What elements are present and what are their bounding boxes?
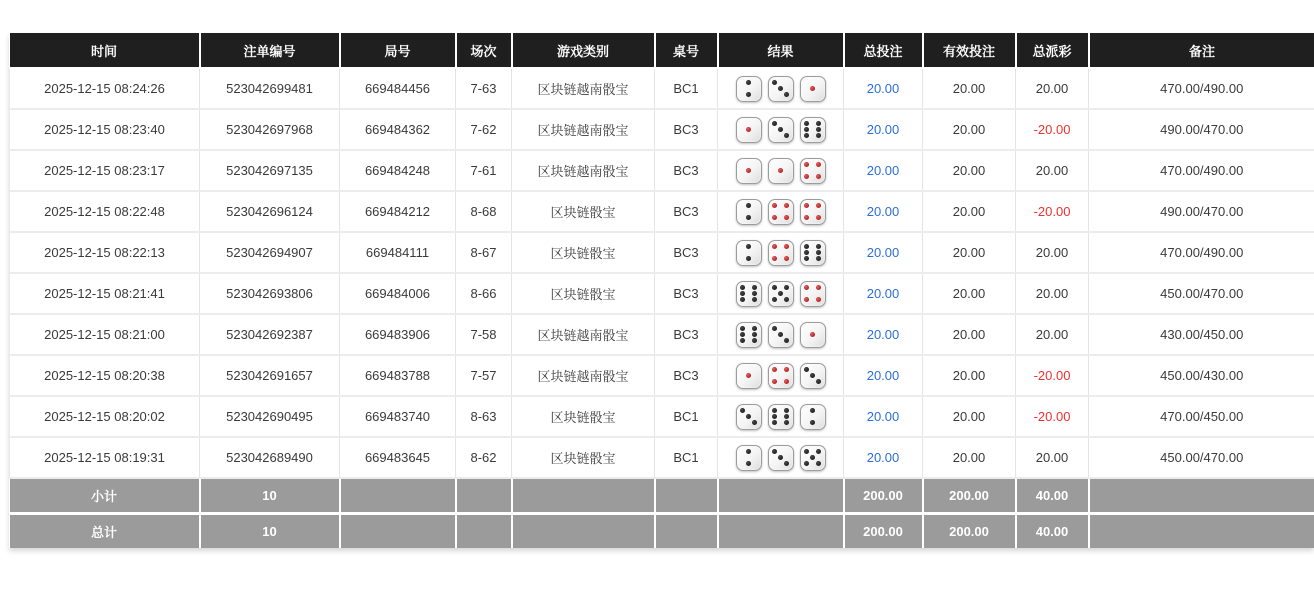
result-cell <box>718 232 844 273</box>
round-id-cell: 669484212 <box>340 191 456 232</box>
summary-empty-cell <box>340 478 456 514</box>
session-cell: 8-66 <box>456 273 512 314</box>
remark-cell: 490.00/470.00 <box>1089 109 1314 150</box>
payout-cell: 20.00 <box>1016 273 1089 314</box>
bet-id-cell: 523042692387 <box>200 314 340 355</box>
time-cell: 2025-12-15 08:23:40 <box>10 109 200 150</box>
die-3-icon <box>768 322 794 348</box>
remark-cell: 430.00/450.00 <box>1089 314 1314 355</box>
game-type-cell: 区块链越南骰宝 <box>512 109 655 150</box>
die-1-icon <box>768 158 794 184</box>
summary-total-bet-cell: 200.00 <box>844 514 923 549</box>
summary-payout-cell: 40.00 <box>1016 514 1089 549</box>
column-header-remark: 备注 <box>1089 33 1314 68</box>
game-type-cell: 区块链骰宝 <box>512 232 655 273</box>
total-bet-link[interactable]: 20.00 <box>867 245 900 260</box>
valid-bet-cell: 20.00 <box>923 314 1016 355</box>
bet-id-cell: 523042699481 <box>200 68 340 109</box>
summary-count-cell: 10 <box>200 514 340 549</box>
total-bet-link[interactable]: 20.00 <box>867 368 900 383</box>
die-6-icon <box>736 281 762 307</box>
time-cell: 2025-12-15 08:21:41 <box>10 273 200 314</box>
total-bet-link[interactable]: 20.00 <box>867 204 900 219</box>
table-no-cell: BC3 <box>655 191 718 232</box>
total-bet-link[interactable]: 20.00 <box>867 450 900 465</box>
payout-cell: 20.00 <box>1016 68 1089 109</box>
remark-cell: 470.00/490.00 <box>1089 150 1314 191</box>
total-bet-link[interactable]: 20.00 <box>867 122 900 137</box>
die-1-icon <box>736 363 762 389</box>
total-bet-cell <box>844 232 923 273</box>
table-row <box>10 314 1314 355</box>
bet-id-cell: 523042693806 <box>200 273 340 314</box>
round-id-cell: 669483645 <box>340 437 456 478</box>
bet-records-panel <box>9 33 1314 548</box>
column-header-table-no: 桌号 <box>655 33 718 68</box>
result-cell <box>718 314 844 355</box>
die-4-icon <box>800 158 826 184</box>
game-type-cell: 区块链骰宝 <box>512 273 655 314</box>
bet-id-cell: 523042696124 <box>200 191 340 232</box>
die-1-icon <box>736 158 762 184</box>
payout-cell: -20.00 <box>1016 396 1089 437</box>
game-type-cell: 区块链越南骰宝 <box>512 355 655 396</box>
column-header-valid-bet: 有效投注 <box>923 33 1016 68</box>
round-id-cell: 669483906 <box>340 314 456 355</box>
result-cell <box>718 273 844 314</box>
total-bet-link[interactable]: 20.00 <box>867 409 900 424</box>
die-3-icon <box>768 76 794 102</box>
time-cell: 2025-12-15 08:19:31 <box>10 437 200 478</box>
summary-empty-cell <box>718 514 844 549</box>
payout-cell: 20.00 <box>1016 232 1089 273</box>
total-bet-cell <box>844 68 923 109</box>
result-cell <box>718 191 844 232</box>
total-bet-link[interactable]: 20.00 <box>867 286 900 301</box>
remark-cell: 450.00/470.00 <box>1089 273 1314 314</box>
die-1-icon <box>800 322 826 348</box>
time-cell: 2025-12-15 08:22:48 <box>10 191 200 232</box>
column-header-round-id: 局号 <box>340 33 456 68</box>
payout-cell: -20.00 <box>1016 109 1089 150</box>
column-header-result: 结果 <box>718 33 844 68</box>
game-type-cell: 区块链越南骰宝 <box>512 68 655 109</box>
die-6-icon <box>800 240 826 266</box>
die-3-icon <box>768 445 794 471</box>
table-no-cell: BC3 <box>655 232 718 273</box>
die-4-icon <box>800 199 826 225</box>
payout-cell: 20.00 <box>1016 314 1089 355</box>
session-cell: 7-63 <box>456 68 512 109</box>
valid-bet-cell: 20.00 <box>923 109 1016 150</box>
summary-label-cell: 小计 <box>10 478 200 514</box>
summary-empty-cell <box>655 514 718 549</box>
column-header-game-type: 游戏类别 <box>512 33 655 68</box>
round-id-cell: 669484362 <box>340 109 456 150</box>
summary-empty-cell <box>655 478 718 514</box>
time-cell: 2025-12-15 08:20:38 <box>10 355 200 396</box>
bet-id-cell: 523042697135 <box>200 150 340 191</box>
table-no-cell: BC3 <box>655 314 718 355</box>
summary-valid-bet-cell: 200.00 <box>923 514 1016 549</box>
remark-cell: 470.00/490.00 <box>1089 68 1314 109</box>
round-id-cell: 669483740 <box>340 396 456 437</box>
session-cell: 7-58 <box>456 314 512 355</box>
total-bet-cell <box>844 355 923 396</box>
summary-empty-cell <box>512 478 655 514</box>
total-bet-cell <box>844 109 923 150</box>
round-id-cell: 669484248 <box>340 150 456 191</box>
total-bet-link[interactable]: 20.00 <box>867 327 900 342</box>
bet-id-cell: 523042690495 <box>200 396 340 437</box>
table-row <box>10 191 1314 232</box>
summary-empty-cell <box>456 478 512 514</box>
session-cell: 8-63 <box>456 396 512 437</box>
total-bet-link[interactable]: 20.00 <box>867 163 900 178</box>
bet-records-table <box>9 33 1314 548</box>
total-bet-cell <box>844 396 923 437</box>
bet-id-cell: 523042689490 <box>200 437 340 478</box>
total-bet-link[interactable]: 20.00 <box>867 81 900 96</box>
die-2-icon <box>800 404 826 430</box>
die-2-icon <box>736 76 762 102</box>
table-body <box>10 68 1314 478</box>
game-type-cell: 区块链骰宝 <box>512 396 655 437</box>
table-row <box>10 437 1314 478</box>
die-1-icon <box>800 76 826 102</box>
die-4-icon <box>768 199 794 225</box>
table-header <box>10 33 1314 68</box>
summary-label-cell: 总计 <box>10 514 200 549</box>
time-cell: 2025-12-15 08:23:17 <box>10 150 200 191</box>
payout-cell: -20.00 <box>1016 191 1089 232</box>
result-cell <box>718 150 844 191</box>
remark-cell: 450.00/470.00 <box>1089 437 1314 478</box>
table-no-cell: BC3 <box>655 150 718 191</box>
summary-row-subtotal <box>10 478 1314 514</box>
total-bet-cell <box>844 191 923 232</box>
table-no-cell: BC3 <box>655 273 718 314</box>
session-cell: 7-62 <box>456 109 512 150</box>
die-4-icon <box>768 363 794 389</box>
session-cell: 8-68 <box>456 191 512 232</box>
table-row <box>10 396 1314 437</box>
result-cell <box>718 355 844 396</box>
table-no-cell: BC1 <box>655 68 718 109</box>
die-4-icon <box>768 240 794 266</box>
table-no-cell: BC3 <box>655 109 718 150</box>
total-bet-cell <box>844 437 923 478</box>
total-bet-cell <box>844 150 923 191</box>
round-id-cell: 669484006 <box>340 273 456 314</box>
valid-bet-cell: 20.00 <box>923 150 1016 191</box>
time-cell: 2025-12-15 08:22:13 <box>10 232 200 273</box>
valid-bet-cell: 20.00 <box>923 191 1016 232</box>
table-row <box>10 68 1314 109</box>
time-cell: 2025-12-15 08:24:26 <box>10 68 200 109</box>
summary-valid-bet-cell: 200.00 <box>923 478 1016 514</box>
table-row <box>10 355 1314 396</box>
result-cell <box>718 396 844 437</box>
table-no-cell: BC1 <box>655 437 718 478</box>
valid-bet-cell: 20.00 <box>923 355 1016 396</box>
header-row <box>10 33 1314 68</box>
summary-empty-cell <box>718 478 844 514</box>
die-2-icon <box>736 445 762 471</box>
die-1-icon <box>736 117 762 143</box>
table-footer <box>10 478 1314 548</box>
payout-cell: 20.00 <box>1016 150 1089 191</box>
die-3-icon <box>736 404 762 430</box>
remark-cell: 470.00/490.00 <box>1089 232 1314 273</box>
summary-row-total <box>10 514 1314 549</box>
table-no-cell: BC3 <box>655 355 718 396</box>
bet-id-cell: 523042694907 <box>200 232 340 273</box>
game-type-cell: 区块链越南骰宝 <box>512 314 655 355</box>
valid-bet-cell: 20.00 <box>923 232 1016 273</box>
game-type-cell: 区块链骰宝 <box>512 191 655 232</box>
die-3-icon <box>768 117 794 143</box>
die-5-icon <box>768 281 794 307</box>
summary-payout-cell: 40.00 <box>1016 478 1089 514</box>
session-cell: 8-67 <box>456 232 512 273</box>
time-cell: 2025-12-15 08:21:00 <box>10 314 200 355</box>
remark-cell: 490.00/470.00 <box>1089 191 1314 232</box>
summary-empty-cell <box>1089 514 1314 549</box>
session-cell: 8-62 <box>456 437 512 478</box>
summary-total-bet-cell: 200.00 <box>844 478 923 514</box>
die-6-icon <box>800 117 826 143</box>
remark-cell: 450.00/430.00 <box>1089 355 1314 396</box>
bet-id-cell: 523042697968 <box>200 109 340 150</box>
result-cell <box>718 437 844 478</box>
table-row <box>10 109 1314 150</box>
result-cell <box>718 68 844 109</box>
column-header-bet-id: 注单编号 <box>200 33 340 68</box>
total-bet-cell <box>844 273 923 314</box>
die-6-icon <box>736 322 762 348</box>
table-row <box>10 273 1314 314</box>
table-row <box>10 232 1314 273</box>
game-type-cell: 区块链越南骰宝 <box>512 150 655 191</box>
valid-bet-cell: 20.00 <box>923 273 1016 314</box>
round-id-cell: 669484111 <box>340 232 456 273</box>
die-3-icon <box>800 363 826 389</box>
die-2-icon <box>736 240 762 266</box>
table-row <box>10 150 1314 191</box>
game-type-cell: 区块链骰宝 <box>512 437 655 478</box>
round-id-cell: 669483788 <box>340 355 456 396</box>
bet-id-cell: 523042691657 <box>200 355 340 396</box>
session-cell: 7-61 <box>456 150 512 191</box>
column-header-time: 时间 <box>10 33 200 68</box>
time-cell: 2025-12-15 08:20:02 <box>10 396 200 437</box>
payout-cell: 20.00 <box>1016 437 1089 478</box>
column-header-payout: 总派彩 <box>1016 33 1089 68</box>
valid-bet-cell: 20.00 <box>923 396 1016 437</box>
remark-cell: 470.00/450.00 <box>1089 396 1314 437</box>
valid-bet-cell: 20.00 <box>923 437 1016 478</box>
column-header-total-bet: 总投注 <box>844 33 923 68</box>
total-bet-cell <box>844 314 923 355</box>
summary-empty-cell <box>512 514 655 549</box>
payout-cell: -20.00 <box>1016 355 1089 396</box>
valid-bet-cell: 20.00 <box>923 68 1016 109</box>
summary-empty-cell <box>456 514 512 549</box>
summary-count-cell: 10 <box>200 478 340 514</box>
table-no-cell: BC1 <box>655 396 718 437</box>
die-6-icon <box>768 404 794 430</box>
result-cell <box>718 109 844 150</box>
die-5-icon <box>800 445 826 471</box>
round-id-cell: 669484456 <box>340 68 456 109</box>
die-2-icon <box>736 199 762 225</box>
die-4-icon <box>800 281 826 307</box>
summary-empty-cell <box>340 514 456 549</box>
column-header-session: 场次 <box>456 33 512 68</box>
summary-empty-cell <box>1089 478 1314 514</box>
session-cell: 7-57 <box>456 355 512 396</box>
